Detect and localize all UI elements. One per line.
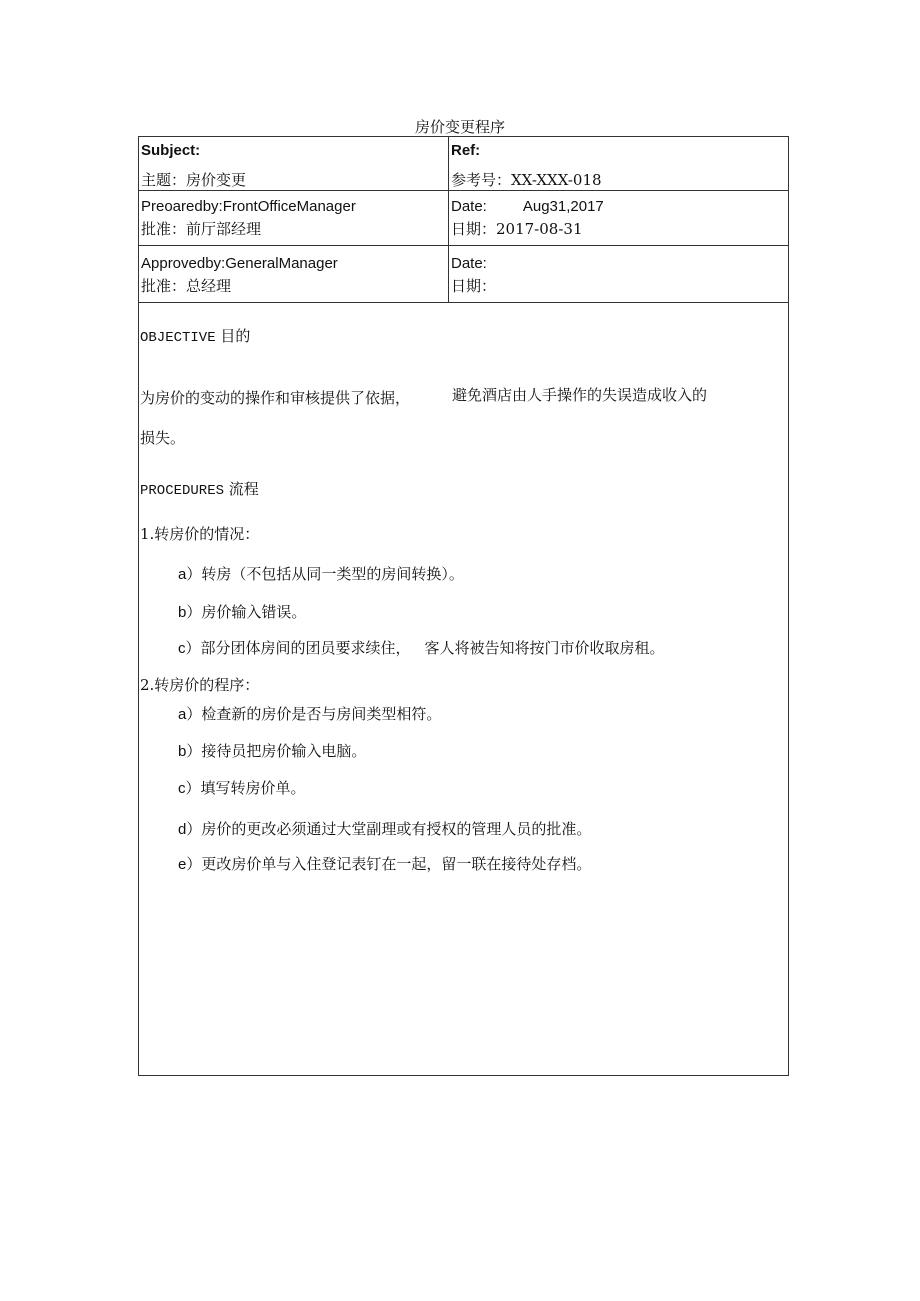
section1-title: 1.转房价的情况： [140, 525, 260, 543]
list-item [178, 563, 464, 584]
date1-line [451, 198, 604, 215]
list-item [178, 853, 591, 874]
header-row-subject [139, 137, 788, 191]
item-marker: b） [178, 743, 202, 760]
approved-by-en: Approvedby:GeneralManager [141, 255, 338, 272]
date-cell-2 [449, 246, 788, 302]
item-text: 房价的更改必须通过大堂副理或有授权的管理人员的批准。 [201, 820, 592, 838]
item-text-continued: 客人将被告知将按门市价收取房租。 [424, 639, 665, 657]
list-item [178, 637, 665, 658]
date2-cn: 日期： [451, 277, 497, 295]
prepared-by-en: Preoaredby:FrontOfficeManager [141, 198, 356, 215]
prepared-by-cn: 批准：前厅部经理 [141, 220, 262, 238]
date-cell-1 [449, 191, 788, 245]
objective-line1-part2: 避免酒店由人手操作的失误造成收入的 [452, 386, 708, 404]
objective-heading [140, 325, 250, 346]
header-table [139, 137, 788, 303]
header-row-prepared [139, 191, 788, 246]
approved-by-cell [139, 246, 449, 302]
item-marker: d） [178, 821, 202, 838]
list-item [178, 818, 591, 839]
subject-cell [139, 137, 449, 190]
procedures-heading-en: PROCEDURES [140, 483, 225, 499]
date2-label: Date: [451, 255, 487, 272]
approved-by-cn: 批准：总经理 [141, 277, 232, 295]
date1-value: Aug31,2017 [522, 198, 604, 215]
objective-heading-en: OBJECTIVE [140, 330, 216, 346]
objective-line1-part1: 为房价的变动的操作和审核提供了依据， [140, 389, 411, 407]
procedures-heading-cn: 流程 [228, 480, 259, 498]
item-text: 接待员把房价输入电脑。 [201, 742, 367, 760]
ref-value: 参考号：XX-XXX-018 [451, 171, 602, 189]
list-item [178, 601, 306, 622]
item-text: 更改房价单与入住登记表钉在一起，留一联在接待处存档。 [201, 855, 592, 873]
item-text: 填写转房价单。 [200, 779, 306, 797]
item-marker: c） [178, 780, 201, 797]
ref-cell [449, 137, 788, 190]
date1-label: Date: [451, 198, 487, 215]
procedures-heading [140, 478, 259, 499]
document-title: 房价变更程序 [414, 118, 505, 136]
list-item [178, 740, 366, 761]
item-text: 转房（不包括从同一类型的房间转换）。 [201, 565, 464, 583]
header-row-approved [139, 246, 788, 303]
item-marker: e） [178, 856, 202, 873]
document-frame [138, 136, 789, 1076]
subject-value: 主题：房价变更 [141, 171, 247, 189]
list-item [178, 703, 441, 724]
item-text: 检查新的房价是否与房间类型相符。 [201, 705, 442, 723]
ref-label: Ref: [451, 142, 481, 159]
item-marker: c） [178, 640, 201, 657]
section2-title: 2.转房价的程序： [140, 676, 260, 694]
objective-heading-cn: 目的 [220, 327, 251, 345]
list-item [178, 777, 306, 798]
item-text: 房价输入错误。 [201, 603, 307, 621]
prepared-by-cell [139, 191, 449, 245]
item-text: 部分团体房间的团员要求续住， [200, 639, 411, 657]
subject-label: Subject: [141, 142, 201, 159]
date1-cn: 日期：2017-08-31 [451, 220, 583, 238]
item-marker: a） [178, 706, 202, 723]
item-marker: b） [178, 604, 202, 621]
item-marker: a） [178, 566, 202, 583]
objective-line2: 损失。 [140, 429, 186, 447]
